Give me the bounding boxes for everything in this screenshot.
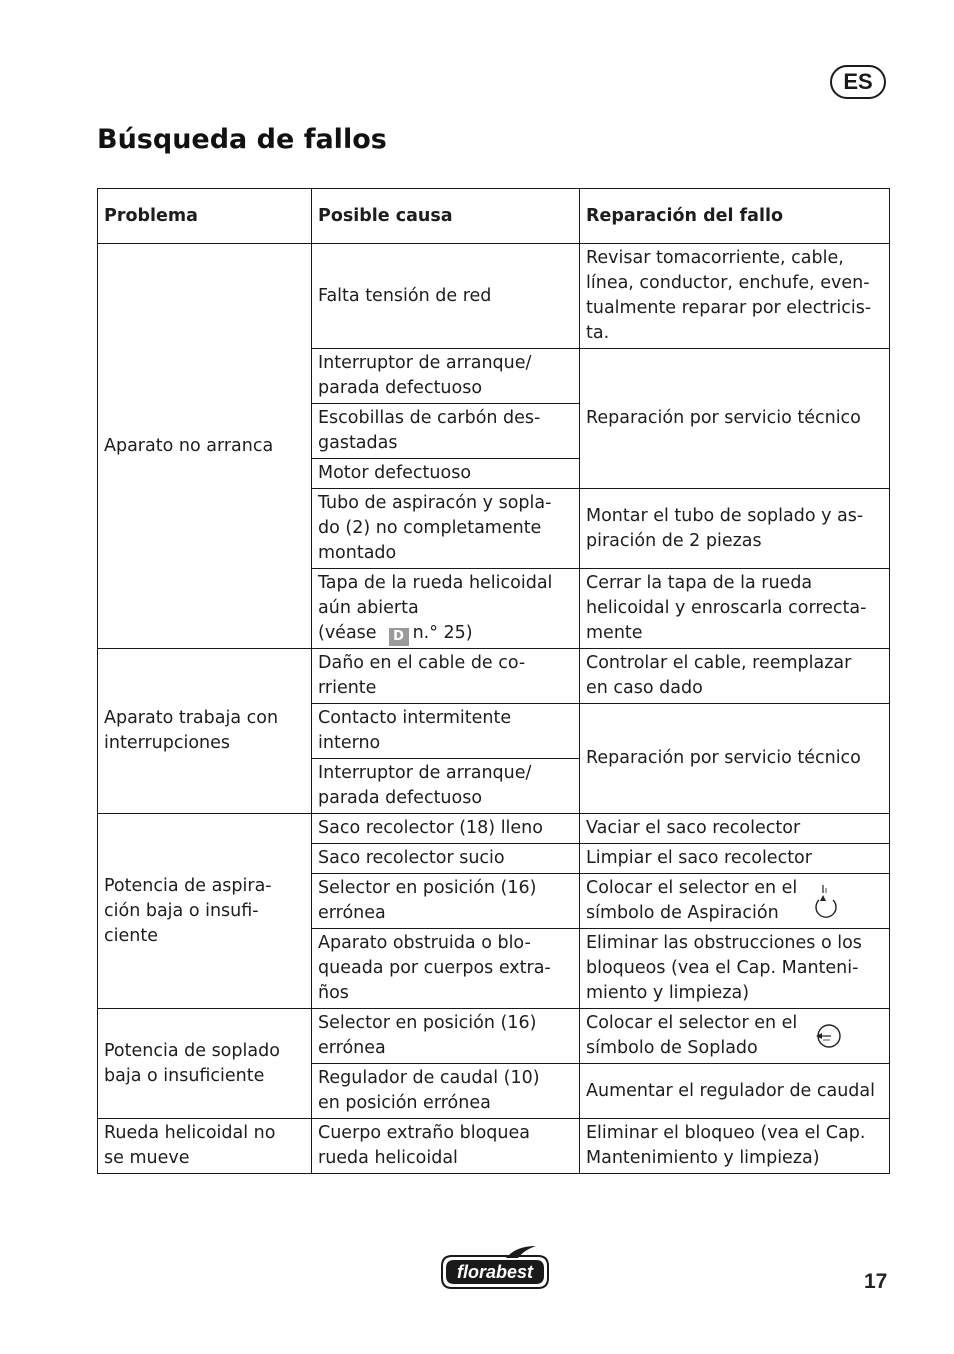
cause-cell: Selector en posición (16) errónea [312,1009,580,1064]
fix-cell: Limpiar el saco recolector [580,844,890,874]
fix-cell: Controlar el cable, reemplazar en caso dado [580,649,890,704]
page-title: Búsqueda de fallos [97,124,387,155]
cause-cell [312,569,580,649]
problem-cell: Rueda helicoidal no se mueve [98,1119,312,1174]
cause-cell: Tubo de aspiracón y sopla- do (2) no completamente montado [312,489,580,569]
problem-cell: Aparato no arranca [98,244,312,649]
cause-cell: Saco recolector (18) lleno [312,814,580,844]
troubleshooting-table [97,188,890,1174]
header-problem: Problema [98,189,312,244]
cause-cell: Interruptor de arranque/ parada defectuoso [312,759,580,814]
header-cause: Posible causa [312,189,580,244]
suction-symbol-icon [813,884,843,918]
fix-cell [580,874,890,929]
svg-text:florabest: florabest [456,1262,534,1282]
florabest-logo [438,1244,552,1290]
table-row [98,244,890,349]
cause-cell: Cuerpo extraño bloquea rueda helicoidal [312,1119,580,1174]
cause-cell: Contacto intermitente interno [312,704,580,759]
fix-cell: Aumentar el regulador de caudal [580,1064,890,1119]
fix-cell: Eliminar las obstrucciones o los bloqueos (vea el Cap. Manteni- miento y limpieza) [580,929,890,1009]
table-row [98,814,890,844]
cause-cell: Motor defectuoso [312,459,580,489]
page-number: 17 [864,1270,888,1293]
blow-symbol-icon [813,1019,843,1053]
cause-cell: Selector en posición (16) errónea [312,874,580,929]
header-fix: Reparación del fallo [580,189,890,244]
cause-cell: Saco recolector sucio [312,844,580,874]
cause-cell: Regulador de caudal (10) en posición errónea [312,1064,580,1119]
table-row [98,1009,890,1064]
section-d-badge: D [389,628,409,646]
cause-cell: Interruptor de arranque/ parada defectuoso [312,349,580,404]
cause-text: Tapa de la rueda helicoidal aún abierta (véase [318,573,553,643]
fix-cell: Cerrar la tapa de la rueda helicoidal y enroscarla correcta- mente [580,569,890,649]
language-badge: ES [830,65,886,99]
fix-cell: Montar el tubo de soplado y as- piración de 2 piezas [580,489,890,569]
problem-cell: Potencia de soplado baja o insuficiente [98,1009,312,1119]
problem-cell: Potencia de aspira- ción baja o insufi- ciente [98,814,312,1009]
table-row [98,649,890,704]
cause-cell: Daño en el cable de co- rriente [312,649,580,704]
table-row [98,1119,890,1174]
fix-cell: Eliminar el bloqueo (vea el Cap. Mantenimiento y limpieza) [580,1119,890,1174]
fix-text: Colocar el selector en el símbolo de Aspiración [586,878,798,923]
cause-text: n.° 25) [412,623,473,643]
problem-cell: Aparato trabaja con interrupciones [98,649,312,814]
cause-cell: Falta tensión de red [312,244,580,349]
table-header-row [98,189,890,244]
cause-cell: Aparato obstruida o blo- queada por cuerpos extra- ños [312,929,580,1009]
fix-cell: Reparación por servicio técnico [580,349,890,489]
fix-cell: Reparación por servicio técnico [580,704,890,814]
fix-cell: Revisar tomacorriente, cable, línea, conductor, enchufe, even- tualmente reparar por electricis- ta. [580,244,890,349]
fix-text: Colocar el selector en el símbolo de Soplado [586,1013,798,1058]
fix-cell: Vaciar el saco recolector [580,814,890,844]
cause-cell: Escobillas de carbón des- gastadas [312,404,580,459]
fix-cell [580,1009,890,1064]
